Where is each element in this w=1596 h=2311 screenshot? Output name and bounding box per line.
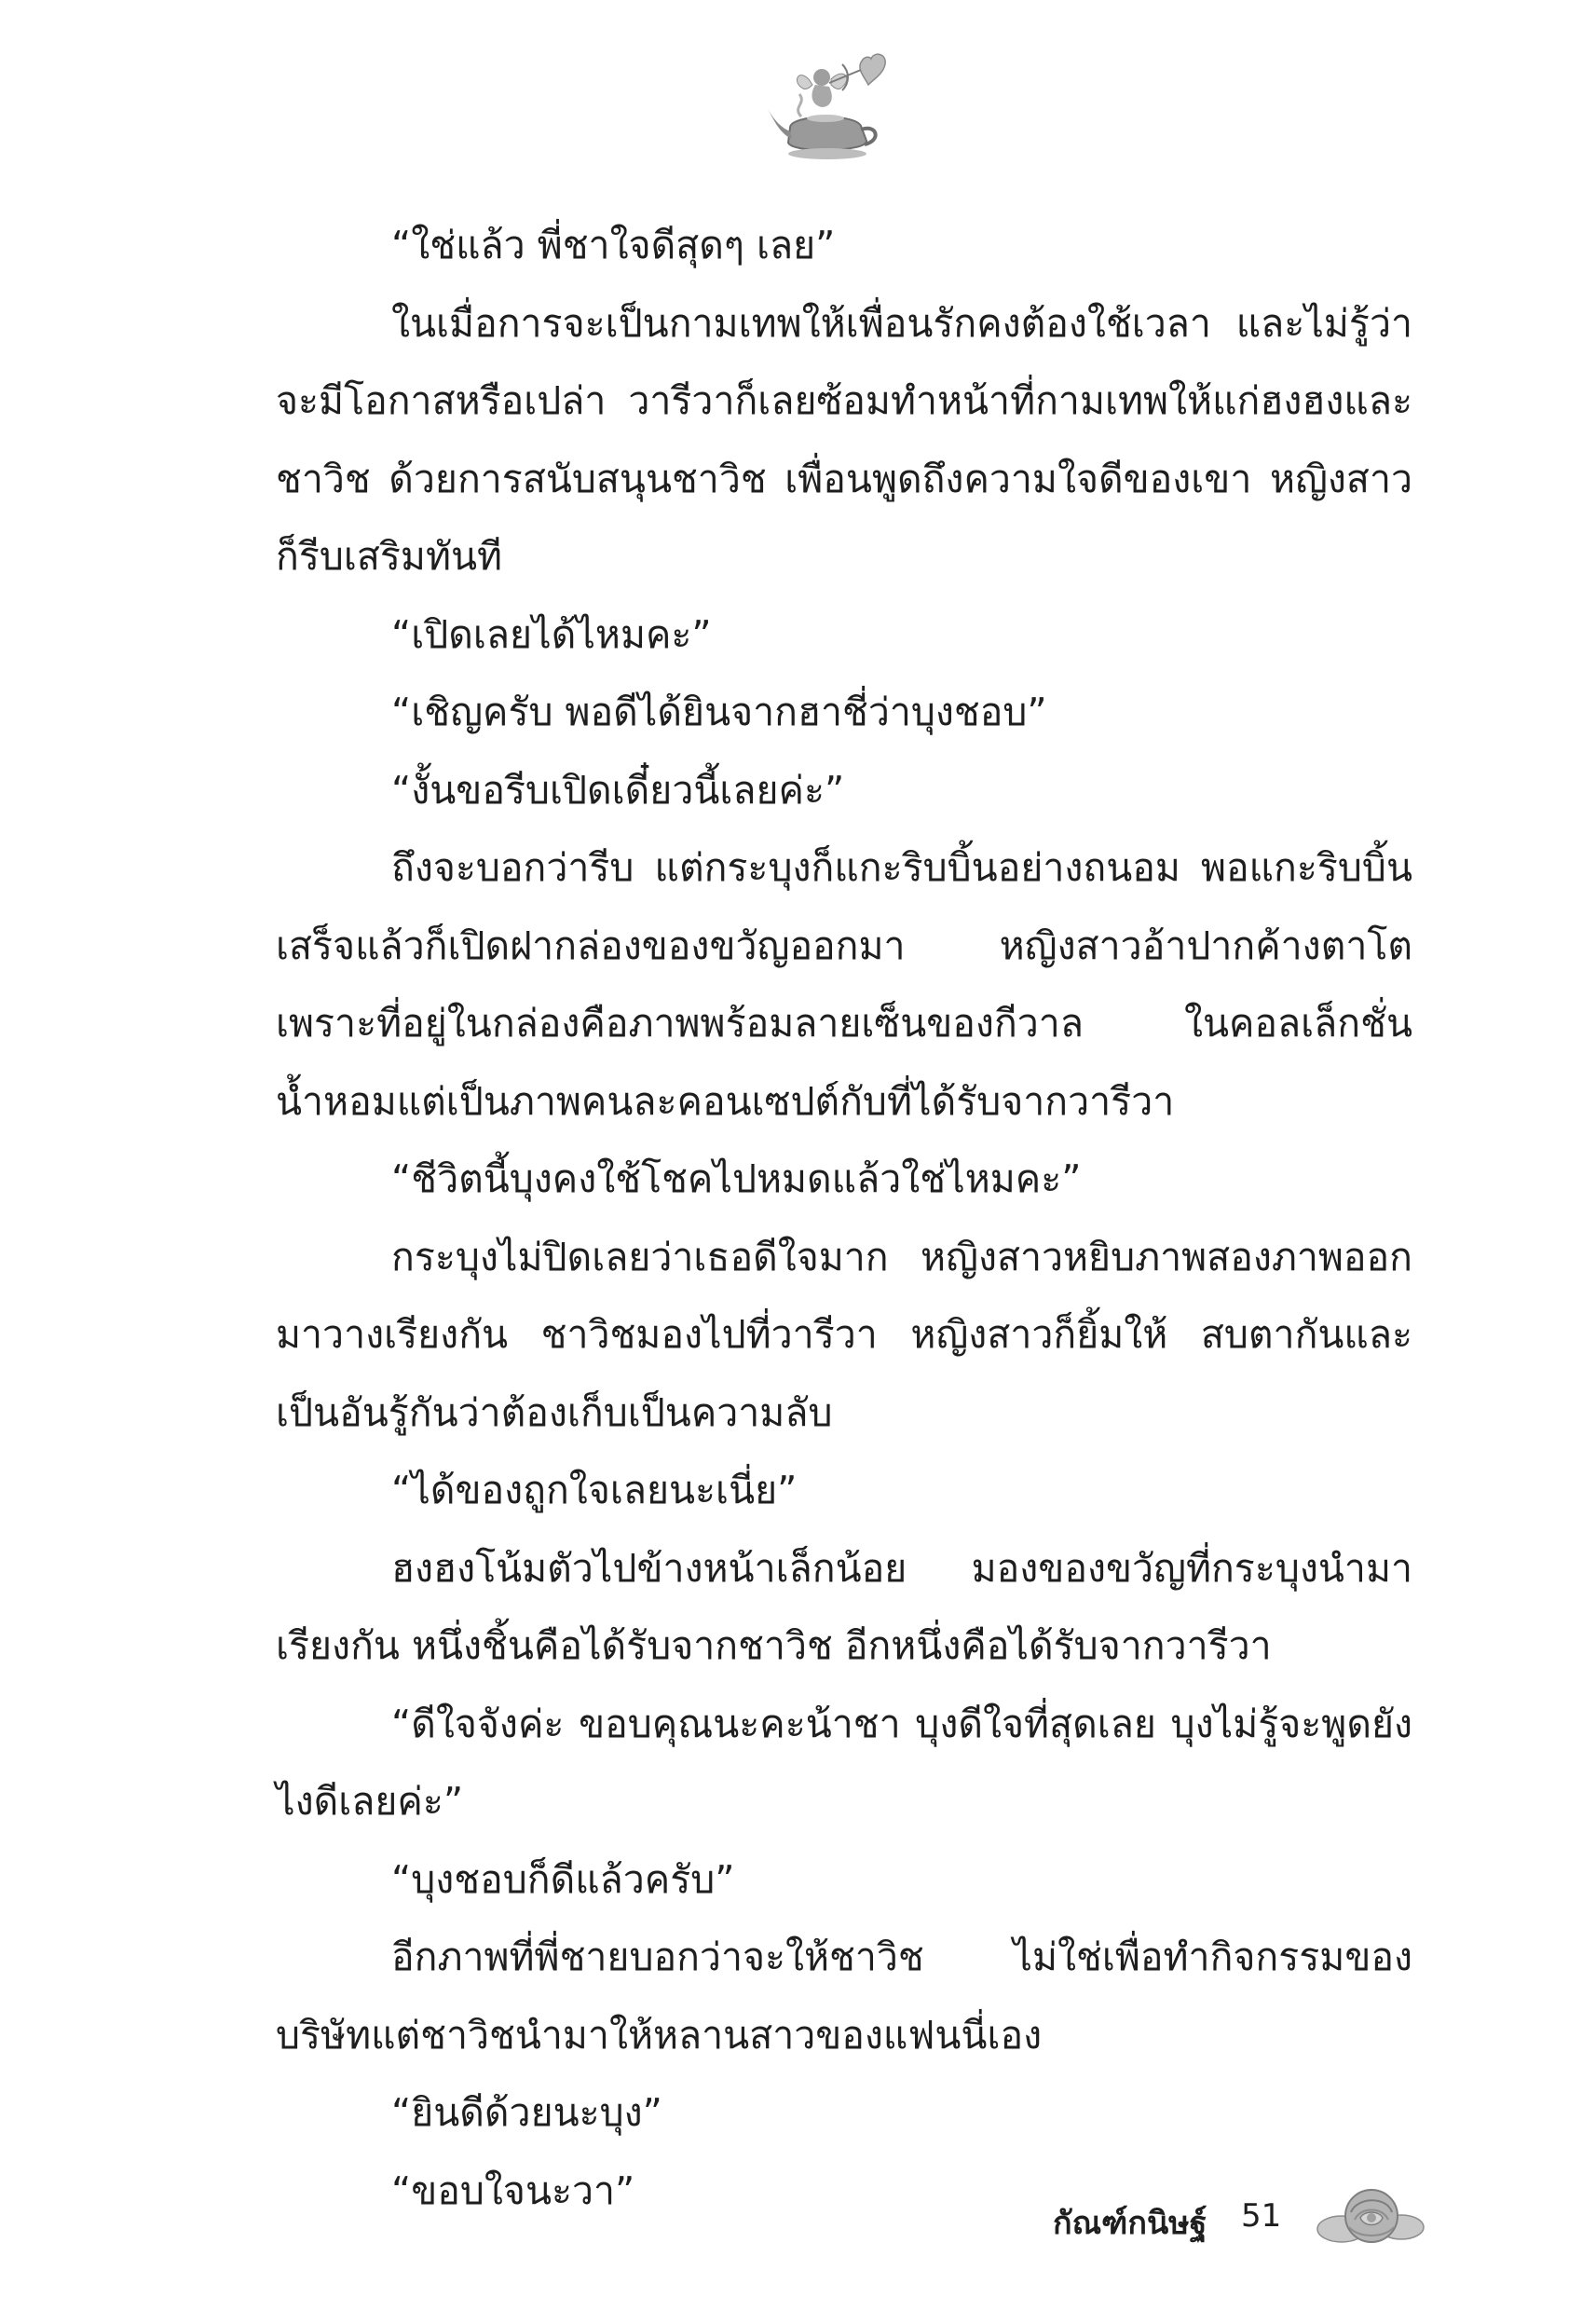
paragraph: “ขอบใจนะวา” — [391, 2167, 635, 2213]
paragraph: “เปิดเลยได้ไหมคะ” — [391, 611, 712, 657]
paragraph: อีกภาพที่พี่ชายบอกว่าจะให้ชาวิช ไม่ใช่เพื่อทำกิจกรรมของบริษัทแต่ชาวิชนำมาให้หลานสาวของแฟนนี่เอง — [276, 1935, 1412, 2058]
paragraph: “ใช่แล้ว พี่ชาใจดีสุดๆ เลย” — [391, 223, 836, 267]
paragraph: ถึงจะบอกว่ารีบ แต่กระบุงก็แกะริบบิ้นอย่างถนอม พอแกะริบบิ้นเสร็จแล้วก็เปิดฝากล่องของขวัญออกมา หญิงสาวอ้าปากค้างตาโต เพราะที่อยู่ในกล่องคือภาพพร้อมลายเซ็นของกีวาล ในคอลเล็กชั่นน้ำหอมแต่เป็นภาพคนละคอนเซปต์กับที่ได้รับจากวารีวา — [276, 845, 1412, 1124]
book-title: กัณฑ์กนิษฐ์ — [1053, 2205, 1207, 2242]
paragraph: กระบุงไม่ปิดเลยว่าเธอดีใจมาก หญิงสาวหยิบภาพสองภาพออกมาวางเรียงกัน ชาวิชมองไปที่วารีวา หญิงสาวก็ยิ้มให้ สบตากันและเป็นอันรู้กันว่าต้องเก็บเป็นความลับ — [276, 1234, 1412, 1435]
paragraph: “ยินดีด้วยนะบุง” — [391, 2090, 662, 2135]
page-number: 51 — [1241, 2197, 1282, 2235]
paragraph: “ชีวิตนี้บุงคงใช้โชคไปหมดแล้วใช่ไหมคะ” — [391, 1156, 1082, 1201]
paragraph: “บุงชอบก็ดีแล้วครับ” — [391, 1856, 735, 1902]
cupid-teapot-ornament-icon — [764, 51, 904, 168]
paragraph: “ดีใจจังค่ะ ขอบคุณนะคะน้าชา บุงดีใจที่สุดเลย บุงไม่รู้จะพูดยังไงดีเลยค่ะ” — [276, 1701, 1412, 1824]
paragraph: “เชิญครับ พอดีได้ยินจากฮาชี่ว่าบุงชอบ” — [391, 690, 1047, 734]
rose-ornament-icon — [1314, 2181, 1427, 2250]
page-footer — [1025, 2181, 1435, 2255]
story-body — [276, 207, 1412, 2230]
paragraph: ฮงฮงโน้มตัวไปข้างหน้าเล็กน้อย มองของขวัญที่กระบุงนำมาเรียงกัน หนึ่งชิ้นคือได้รับจากชาวิช อีกหนึ่งคือได้รับจากวารีวา — [276, 1545, 1412, 1668]
paragraph: “ได้ของถูกใจเลยนะเนี่ย” — [391, 1468, 798, 1512]
paragraph: ในเมื่อการจะเป็นกามเทพให้เพื่อนรักคงต้องใช้เวลา และไม่รู้ว่าจะมีโอกาสหรือเปล่า วารีวาก็เลยซ้อมทำหน้าที่กามเทพให้แก่ฮงฮงและชาวิช ด้วยการสนับสนุนชาวิช เพื่อนพูดถึงความใจดีของเขา หญิงสาวก็รีบเสริมทันที — [276, 300, 1412, 579]
paragraph: “งั้นขอรีบเปิดเดี๋ยวนี้เลยค่ะ” — [391, 767, 845, 813]
